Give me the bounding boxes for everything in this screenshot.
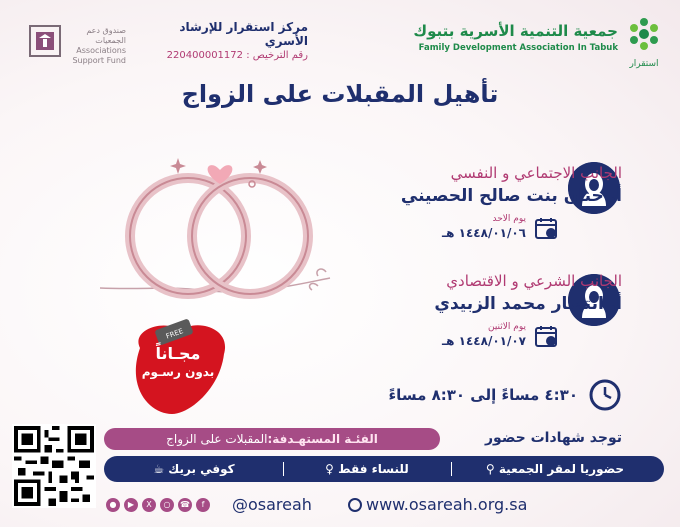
facebook-icon[interactable]: f (196, 498, 210, 512)
page-title: تأهيل المقبلات على الزواج (181, 80, 499, 108)
women-only-label: للنساء فقط (338, 462, 409, 476)
speaker-name: أ. حنان بنت صالح الحصيني (400, 186, 622, 206)
info-bar (104, 456, 664, 482)
event-day: يوم الاحد (492, 214, 526, 224)
center-name: مركز استقرار للإرشاد الأسري (179, 20, 308, 48)
time-row (352, 378, 622, 412)
social-handle[interactable]: @osareah (232, 495, 312, 514)
center-info (158, 20, 308, 61)
in-person-item (460, 456, 650, 482)
qr-code[interactable] (12, 424, 96, 508)
association-name-ar: جمعية التنمية الأسرية بتبوك (413, 22, 618, 40)
license-number: رقم الترخيص : 220400001172 (166, 50, 308, 61)
youtube-icon[interactable]: ▶ (124, 498, 138, 512)
association-name (413, 22, 618, 53)
whatsapp-icon[interactable]: ☎ (178, 498, 192, 512)
event-date: ١٤٤٨/٠١/٠٦ هـ (442, 226, 526, 240)
sparkle-icon (170, 158, 186, 174)
fund-logo-icon (28, 24, 62, 58)
globe-icon (348, 498, 362, 512)
free-line-2: بدون رسـوم (141, 365, 215, 379)
event-time: ٤:٣٠ مساءً إلى ٨:٣٠ مساءً (388, 386, 578, 404)
instagram-icon[interactable]: ○ (160, 498, 174, 512)
divider (451, 462, 452, 476)
free-tag: FREE (164, 327, 185, 341)
speaker-1-date (358, 214, 558, 246)
sparkle-icon (253, 160, 267, 174)
target-value: المقبلات على الزواج (166, 432, 268, 446)
speaker-category: الجانب الشرعي و الاقتصادي (446, 272, 622, 290)
event-day: يوم الاثنين (487, 322, 526, 332)
women-only-item (292, 456, 442, 482)
coffee-item (114, 456, 274, 482)
in-person-label: حضوريا لمقر الجمعية (498, 462, 625, 476)
free-text (120, 344, 236, 379)
speaker-name: أ. انتصار محمد الزبيدي (434, 294, 622, 314)
speaker-2 (322, 272, 622, 314)
speaker-2-date (358, 322, 558, 354)
x-icon[interactable]: X (142, 498, 156, 512)
footer (104, 492, 664, 520)
clock-icon (588, 378, 622, 412)
divider (283, 462, 284, 476)
fund-logo (28, 14, 128, 74)
calendar-icon (534, 324, 558, 348)
coffee-icon: ☕ (153, 462, 169, 476)
rings-illustration (100, 140, 360, 310)
snapchat-icon[interactable]: ● (106, 498, 120, 512)
event-date: ١٤٤٨/٠١/٠٧ هـ (442, 334, 526, 348)
association-name-en: Family Development Association In Tabuk (418, 43, 618, 53)
location-icon: ⚲ (485, 462, 499, 476)
association-logo (622, 14, 666, 70)
woman-icon: ♀ (325, 462, 339, 476)
target-label: الفئـة المستهـدفة: (267, 432, 378, 446)
logo-word: استقرار (629, 59, 659, 69)
fund-logo-text: صندوق دعم الجمعيات Associations Support Fund (72, 26, 126, 65)
calendar-icon (534, 216, 558, 240)
free-line-1: مجـاناً (155, 344, 201, 363)
target-audience (104, 428, 440, 450)
speaker-category: الجانب الاجتماعي و النفسي (450, 164, 622, 182)
website-link[interactable]: www.osareah.org.sa (366, 495, 528, 514)
certificates-note: توجد شهادات حضور (485, 430, 622, 446)
speaker-1 (322, 164, 622, 206)
coffee-label: كوفي بريك (168, 462, 235, 476)
